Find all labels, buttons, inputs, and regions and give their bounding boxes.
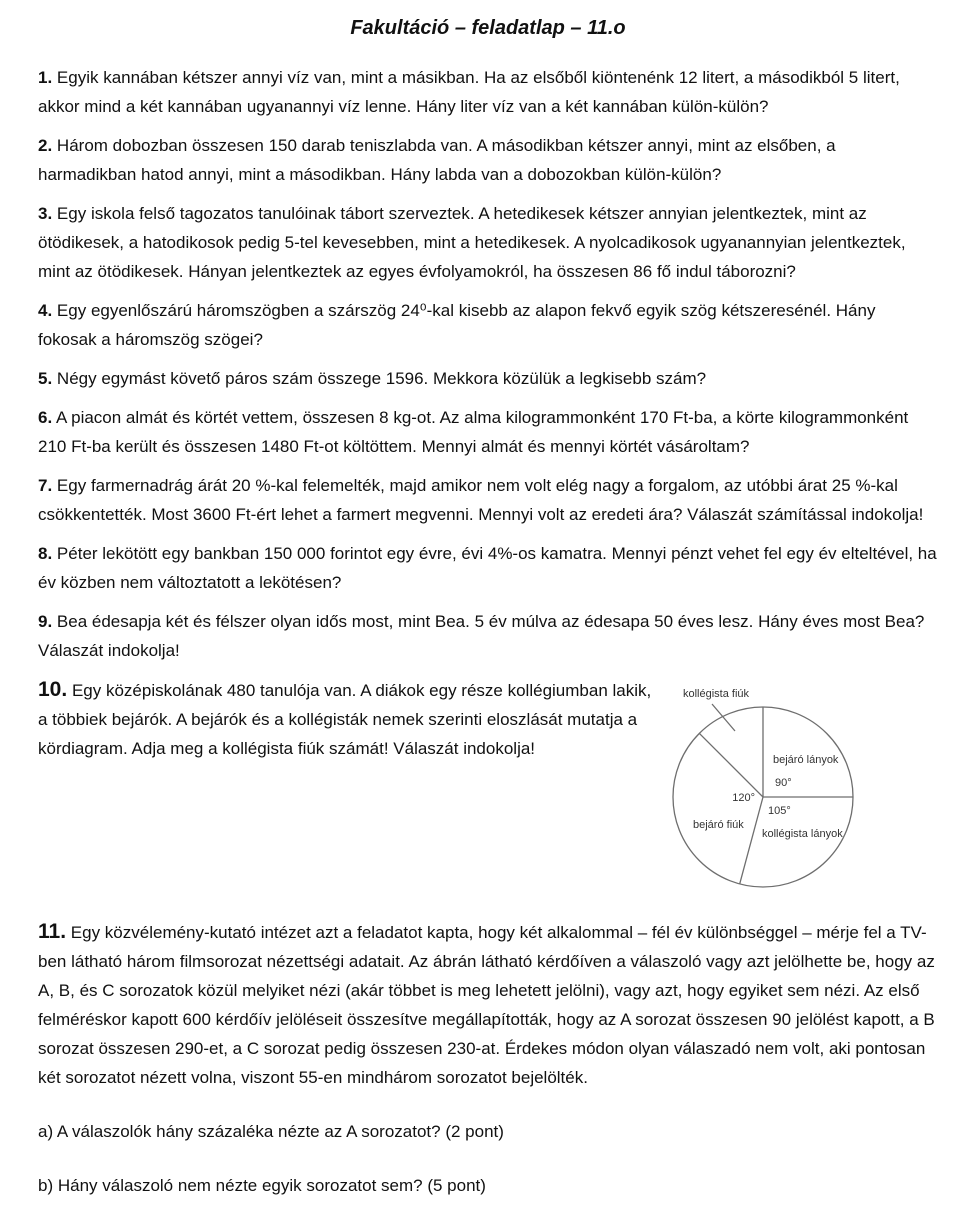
pie-callout-label: kollégista fiúk <box>683 688 750 700</box>
problem-10-row <box>38 675 938 905</box>
page-title: Fakultáció – feladatlap – 11.o <box>350 17 626 39</box>
problem-2 <box>38 131 938 189</box>
pie-label-bejaro-fiuk: bejáró fiúk <box>693 819 744 831</box>
problem-text: A piacon almát és körtét vettem, összesen 8 kg-ot. Az alma kilogrammonként 170 Ft-ba, a körte kilogrammonként 210 Ft-ba került és összesen 1480 Ft-ot költöttem. Mennyi almát és mennyi körtét vásároltam? <box>38 408 909 456</box>
problem-number: 3. <box>38 204 53 223</box>
problem-text: Három dobozban összesen 150 darab teniszlabda van. A másodikban kétszer annyi, mint az elsőben, a harmadikban hatod annyi, mint a másodikban. Hány labda van a dobozokban külön-külön? <box>38 136 836 184</box>
problem-number: 7. <box>38 476 53 495</box>
problem-text: Egy egyenlőszárú háromszögben a szárszög 24⁰-kal kisebb az alapon fekvő egyik szög kétszeresénél. Hány fokosak a háromszög szögei? <box>38 301 876 349</box>
pie-radius-315 <box>699 733 763 797</box>
problem-1 <box>38 63 938 121</box>
problem-9 <box>38 607 938 665</box>
problem-text: Egy középiskolának 480 tanulója van. A diákok egy része kollégiumban lakik, a többiek bejárók. A bejárók és a kollégisták nemek szerinti eloszlását mutatja a kördiagram. Adja meg a kollégista fiúk számát! Válaszát indokolja! <box>38 681 652 758</box>
subquestion-text: Hány válaszoló nem nézte egyik sorozatot sem? (5 pont) <box>57 1176 486 1195</box>
problem-number: 1. <box>38 68 53 87</box>
pie-radius-195 <box>740 797 763 884</box>
problem-text: Péter lekötött egy bankban 150 000 forintot egy évre, évi 4%-os kamatra. Mennyi pénzt vehet fel egy év elteltével, ha év közben nem változtatott a lekötésen? <box>38 544 937 592</box>
problem-text: Egyik kannában kétszer annyi víz van, mint a másikban. Ha az elsőből kiöntenénk 12 litert, a másodikból 5 litert, akkor mind a két kannában ugyanannyi víz lenne. Hány liter víz van a két kannában külön-külön? <box>38 68 900 116</box>
problem-number: 4. <box>38 301 53 320</box>
subquestion-label: b) <box>38 1176 54 1195</box>
subquestion-text: A válaszolók hány százaléka nézte az A sorozatot? (2 pont) <box>56 1122 504 1141</box>
problem-7 <box>38 471 938 529</box>
subquestion-b <box>38 1171 938 1200</box>
problem-text: Bea édesapja két és félszer olyan idős most, mint Bea. 5 év múlva az édesapa 50 éves lesz. Hány éves most Bea? Válaszát indokolja! <box>38 612 925 660</box>
problem-5 <box>38 364 938 393</box>
problem-11 <box>38 917 938 1092</box>
problem-4 <box>38 296 938 354</box>
problem-6 <box>38 403 938 461</box>
pie-label-bejaro-lanyok: bejáró lányok <box>773 754 839 766</box>
problem-8 <box>38 539 938 597</box>
problem-text: Egy közvélemény-kutató intézet azt a feladatot kapta, hogy két alkalommal – fél év különbséggel – mérje fel a TV-ben látható három filmsorozat nézettségi adatait. Az ábrán látható kérdőíven a válaszoló vagy azt jelölhette be, hogy az A, B, és C sorozatok közül melyiket nézi (akár többet is meg lehetett jelölni), vagy azt, hogy egyiket sem nézi. Az első felméréskor kapott 600 kérdőív jelöléseit összesítve megállapították, hogy az A sorozat összesen 90 jelölést kapott, a B sorozat összesen 290-et, a C sorozat pedig összesen 230-at. Érdekes módon olyan válaszadó nem volt, aki pontosan két sorozatot nézett volna, viszont 55-en mindhárom sorozatot bejelölték. <box>38 923 935 1087</box>
pie-callout-line <box>712 704 735 731</box>
problem-number: 5. <box>38 369 53 388</box>
problem-number: 8. <box>38 544 53 563</box>
subquestion-label: a) <box>38 1122 54 1141</box>
pie-chart <box>663 673 963 905</box>
pie-degree-120: 120° <box>732 792 755 804</box>
problem-number: 2. <box>38 136 53 155</box>
problem-text: Egy farmernadrág árát 20 %-kal felemelték, majd amikor nem volt elég nagy a forgalom, az utóbbi árat 25 %-kal csökkentették. Most 3600 Ft-ért lehet a farmert megvenni. Mennyi volt az eredeti ára? Válaszát számítással indokolja! <box>38 476 924 524</box>
problem-number: 10. <box>38 678 68 701</box>
pie-chart-svg <box>663 673 963 905</box>
problem-number: 9. <box>38 612 53 631</box>
problem-number: 6. <box>38 408 53 427</box>
problem-3 <box>38 199 938 286</box>
problem-text: Négy egymást követő páros szám összege 1596. Mekkora közülük a legkisebb szám? <box>56 369 707 388</box>
pie-degree-105: 105° <box>768 805 791 817</box>
pie-label-kollegista-lanyok: kollégista lányok <box>762 828 843 840</box>
subquestion-a <box>38 1117 938 1146</box>
problem-text: Egy iskola felső tagozatos tanulóinak tábort szerveztek. A hetedikesek kétszer annyian jelentkeztek, mint az ötödikesek, a hatodikosok pedig 5-tel kevesebben, mint a hetedikesek. A nyolcadikosok ugyanannyian jelentkeztek, mint az ötödikesek. Hányan jelentkeztek az egyes évfolyamokról, ha összesen 86 fő indul táborozni? <box>38 204 906 281</box>
pie-degree-90: 90° <box>775 777 792 789</box>
problem-number: 11. <box>38 920 67 943</box>
problem-10 <box>38 675 663 763</box>
